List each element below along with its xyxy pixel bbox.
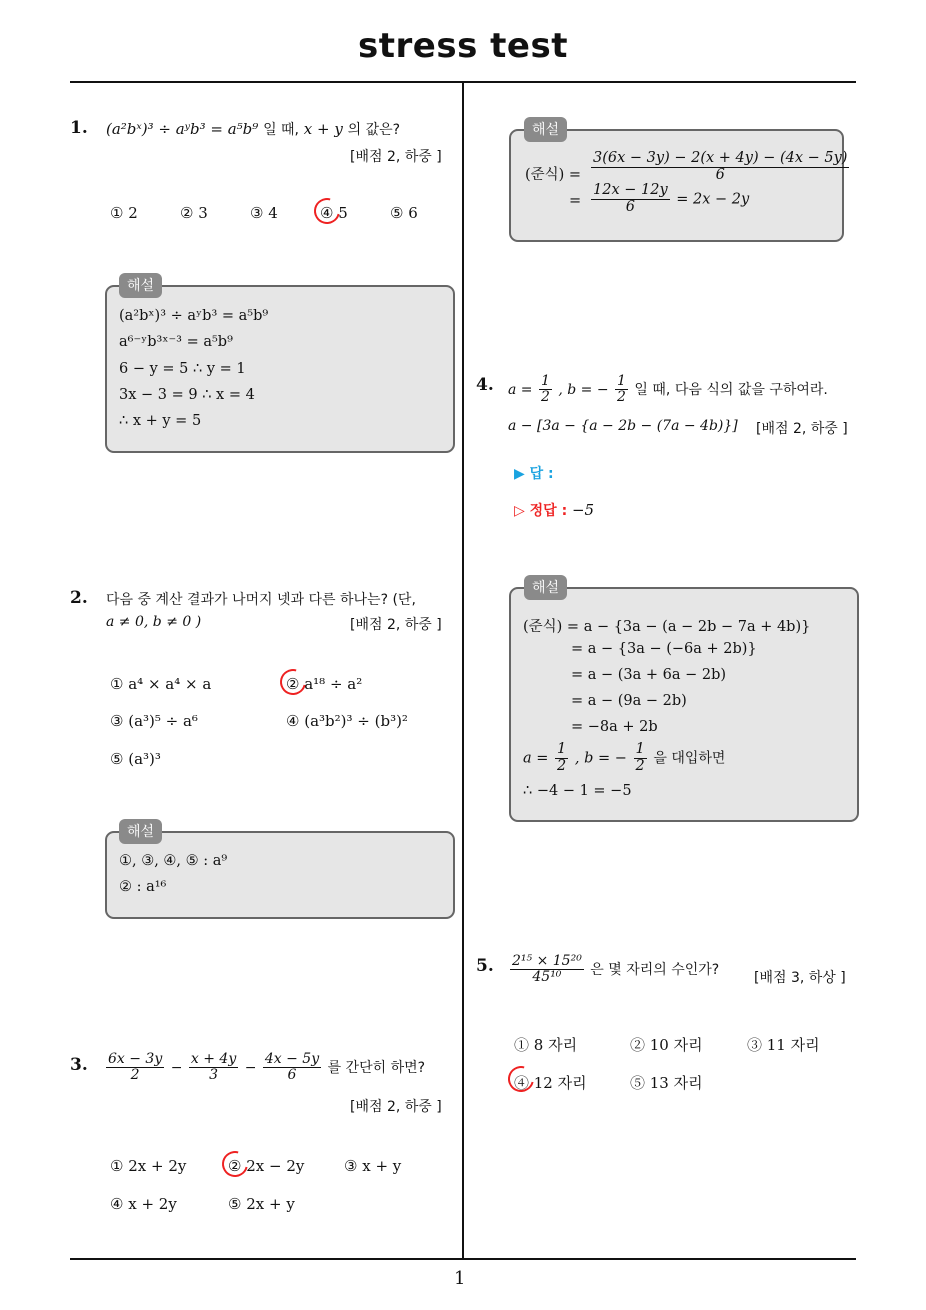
choice-4[interactable]: ④ 5 [320,204,348,222]
solution-line [523,742,725,775]
choice-1[interactable]: ① a⁴ × a⁴ × a [110,675,212,693]
answer-mark-icon [275,664,311,700]
question-number: 2. [70,588,88,608]
solution-fraction [589,183,749,216]
fraction-numerator: 12x − 12y [593,182,668,198]
question-number: 4. [476,375,494,395]
choice-3[interactable]: ③ (a³)⁵ ÷ a⁶ [110,712,198,730]
fraction-denominator: 6 [625,198,635,215]
fraction-denominator: 2 [635,757,645,774]
stem-math: x + y [303,120,343,138]
stem-text: 의 값은? [347,122,401,138]
fraction-numerator: 1 [617,373,626,389]
solution-line: a⁶⁻ʸb³ˣ⁻³ = a⁵b⁹ [119,334,233,350]
solution-box [105,831,455,919]
operator: − [244,1059,257,1076]
fraction-denominator: 2 [540,389,550,406]
stem-math: , b = − [574,750,627,767]
fraction-numerator: 2¹⁵ × 15²⁰ [512,953,582,969]
solution-line: ①, ③, ④, ⑤ : a⁹ [119,853,228,869]
choice-3[interactable]: ③ x + y [344,1157,402,1175]
footer-rule [70,1258,856,1260]
choice-5[interactable]: ⑤ 13 자리 [630,1074,703,1092]
score-label: [배점 2, 하중 ] [350,617,442,633]
solution-lhs: (준식) = [525,167,582,183]
page-title: stress test [358,26,568,66]
question-number: 1. [70,118,88,138]
solution-tag: 해설 [119,273,162,298]
choice-2[interactable]: ② a¹⁸ ÷ a² [286,675,363,693]
answer-label: ▶ 답 : [514,466,554,482]
solution-box [105,285,455,453]
solution-result: = 2x − 2y [676,191,750,208]
correct-label: ▷ 정답 : [514,503,568,519]
solution-box [509,587,859,822]
fraction-numerator: 6x − 3y [108,1051,163,1067]
solution-line: = a − (3a + 6a − 2b) [571,667,727,683]
solution-eq: = [569,193,582,209]
fraction-denominator: 2 [557,757,567,774]
solution-line: = −8a + 2b [571,719,658,735]
choice-1[interactable]: ① 8 자리 [514,1036,578,1054]
solution-line: ② : a¹⁶ [119,879,167,895]
score-label: [배점 2, 하중 ] [756,421,848,437]
question-stem [508,374,828,406]
choice-5[interactable]: ⑤ (a³)³ [110,750,161,768]
stem-text: 를 간단히 하면? [327,1059,426,1076]
fraction-denominator: 2 [130,1067,140,1084]
fraction-denominator: 45¹⁰ [532,969,562,986]
score-label: [배점 2, 하중 ] [350,1099,442,1115]
correct-answer [514,500,594,520]
choice-4[interactable]: ④ 12 자리 [514,1074,587,1092]
stem-text: 을 대입하면 [653,750,726,767]
fraction-denominator: 2 [617,389,626,406]
choice-3[interactable]: ③ 11 자리 [747,1036,820,1054]
choice-5[interactable]: ⑤ 2x + y [228,1195,295,1213]
solution-line: (준식) = a − {3a − (a − 2b − 7a + 4b)} [523,619,811,635]
fraction-numerator: 1 [635,741,645,757]
answer-mark-icon [309,193,345,229]
choice-2[interactable]: ② 3 [180,204,208,222]
page-number: 1 [454,1268,466,1289]
fraction-numerator: 1 [557,741,567,757]
solution-fraction [589,151,851,184]
question-expression: a − [3a − {a − 2b − (7a − 4b)}] [508,418,738,434]
question-stem [508,954,719,986]
solution-line: 6 − y = 5 ∴ y = 1 [119,361,246,377]
choice-1[interactable]: ① 2x + 2y [110,1157,187,1175]
solution-line: = a − {3a − (−6a + 2b)} [571,641,757,657]
choice-4[interactable]: ④ (a³b²)³ ÷ (b³)² [286,712,408,730]
solution-tag: 해설 [524,117,567,142]
solution-box [509,129,848,242]
fraction-numerator: 3(6x − 3y) − 2(x + 4y) − (4x − 5y) [593,150,848,166]
stem-math: a = [508,381,533,398]
solution-tag: 해설 [524,575,567,600]
operator: − [170,1059,183,1076]
fraction-denominator: 6 [287,1067,297,1084]
solution-line: 3x − 3 = 9 ∴ x = 4 [119,387,255,403]
question-condition: a ≠ 0, b ≠ 0 ) [106,614,202,630]
fraction-numerator: x + 4y [190,1051,237,1067]
solution-tag: 해설 [119,819,162,844]
correct-value: −5 [571,501,595,519]
choice-4[interactable]: ④ x + 2y [110,1195,177,1213]
stem-math: (a²bˣ)³ ÷ aʸb³ = a⁵b⁹ [106,120,259,138]
score-label: [배점 3, 하상 ] [754,970,846,986]
answer-mark-icon [217,1146,253,1182]
fraction-numerator: 4x − 5y [264,1051,320,1067]
stem-math: a = [523,750,549,767]
solution-line: ∴ −4 − 1 = −5 [523,783,632,799]
stem-text: 일 때, [263,122,300,138]
column-divider [462,83,464,1259]
question-stem: 다음 중 계산 결과가 나머지 넷과 다른 하나는? (단, [106,592,416,608]
stem-math: , b = − [558,381,609,398]
choice-1[interactable]: ① 2 [110,204,138,222]
solution-line: = a − (9a − 2b) [571,693,687,709]
question-number: 5. [476,956,494,976]
question-stem [106,119,400,139]
choice-2[interactable]: ② 2x − 2y [228,1157,305,1175]
choice-2[interactable]: ② 10 자리 [630,1036,703,1054]
fraction-denominator: 3 [209,1067,219,1084]
choice-5[interactable]: ⑤ 6 [390,204,418,222]
fraction-denominator: 6 [715,166,725,183]
solution-line: ∴ x + y = 5 [119,413,202,429]
fraction-numerator: 1 [540,373,550,389]
question-number: 3. [70,1055,88,1075]
score-label: [배점 2, 하중 ] [350,149,442,165]
question-stem [104,1052,425,1084]
choice-3[interactable]: ③ 4 [250,204,278,222]
solution-line: (a²bˣ)³ ÷ aʸb³ = a⁵b⁹ [119,308,269,324]
stem-text: 일 때, 다음 식의 값을 구하여라. [634,381,828,398]
stem-text: 은 몇 자리의 수인가? [590,961,720,978]
